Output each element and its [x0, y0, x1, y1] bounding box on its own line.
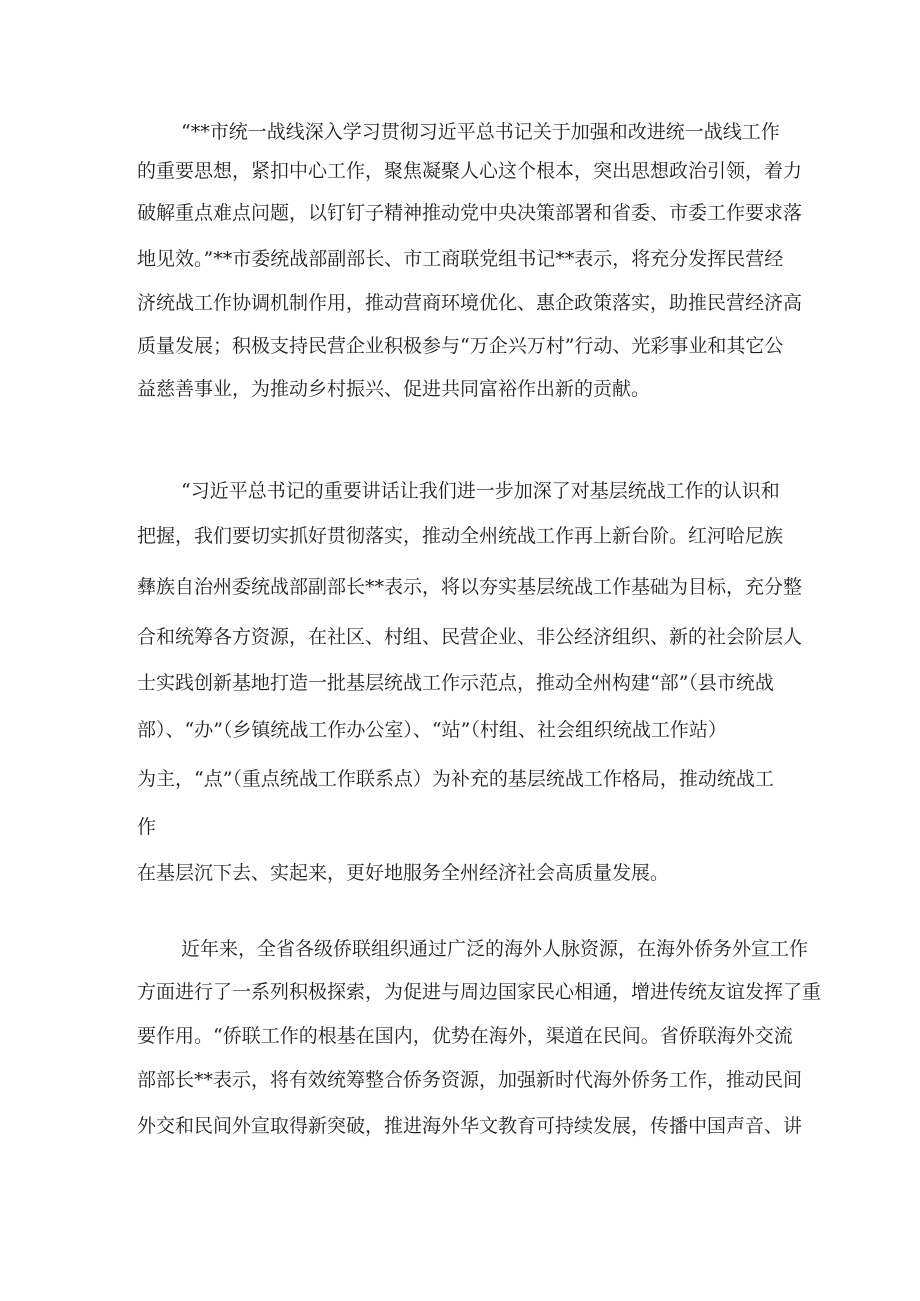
paragraph-3-line-5: 外交和民间外宣取得新突破，推进海外华文教育可持续发展，传播中国声音、讲: [137, 1115, 803, 1137]
paragraph-2-line-8: 作: [137, 816, 157, 838]
paragraph-2-line-4: 合和统筹各方资源，在社区、村组、民营企业、非公经济组织、新的社会阶层人: [137, 626, 803, 648]
paragraph-1-line-2: 的重要思想，紧扣中心工作，聚焦凝聚人心这个根本，突出思想政治引领，着力: [137, 160, 803, 182]
paragraph-3-line-2: 方面进行了一系列积极探索，为促进与周边国家民心相通，增进传统友谊发挥了重: [137, 981, 822, 1003]
paragraph-1-line-5: 济统战工作协调机制作用，推动营商环境优化、惠企政策落实，助推民营经济高: [137, 292, 803, 314]
paragraph-2-line-5: 士实践创新基地打造一批基层统战工作示范点，推动全州构建“部”（县市统战: [137, 672, 774, 694]
paragraph-2-line-3: 彝族自治州委统战部副部长**表示，将以夯实基层统战工作基础为目标，充分整: [137, 576, 803, 598]
paragraph-1-line-6: 质量发展；积极支持民营企业积极参与“万企兴万村”行动、光彩事业和其它公: [137, 335, 784, 357]
paragraph-2-line-2: 把握，我们要切实抓好贯彻落实，推动全州统战工作再上新台阶。红河哈尼族: [137, 525, 784, 547]
paragraph-3-line-1: 近年来，全省各级侨联组织通过广泛的海外人脉资源，在海外侨务外宣工作: [181, 938, 809, 960]
paragraph-1-line-7: 益慈善事业，为推动乡村振兴、促进共同富裕作出新的贡献。: [137, 378, 651, 400]
paragraph-2-line-6: 部）、“办”（乡镇统战工作办公室）、“站”（村组、社会组织统战工作站）: [137, 719, 727, 741]
paragraph-2-line-7: 为主，“点”（重点统战工作联系点）为补充的基层统战工作格局，推动统战工: [137, 768, 774, 790]
paragraph-1-line-4: 地见效。”**市委统战部副部长、市工商联党组书记**表示，将充分发挥民营经: [137, 248, 784, 270]
paragraph-2-line-1: “习近平总书记的重要讲话让我们进一步加深了对基层统战工作的认识和: [181, 480, 780, 502]
paragraph-2-line-9: 在基层沉下去、实起来，更好地服务全州经济社会高质量发展。: [137, 862, 670, 884]
paragraph-3-line-4: 部部长**表示，将有效统筹整合侨务资源，加强新时代海外侨务工作，推动民间: [137, 1069, 803, 1091]
paragraph-3-line-3: 要作用。“侨联工作的根基在国内，优势在海外，渠道在民间。省侨联海外交流: [137, 1025, 793, 1047]
paragraph-1-line-1: “**市统一战线深入学习贯彻习近平总书记关于加强和改进统一战线工作: [181, 121, 780, 143]
paragraph-1-line-3: 破解重点难点问题，以钉钉子精神推动党中央决策部署和省委、市委工作要求落: [137, 202, 803, 224]
